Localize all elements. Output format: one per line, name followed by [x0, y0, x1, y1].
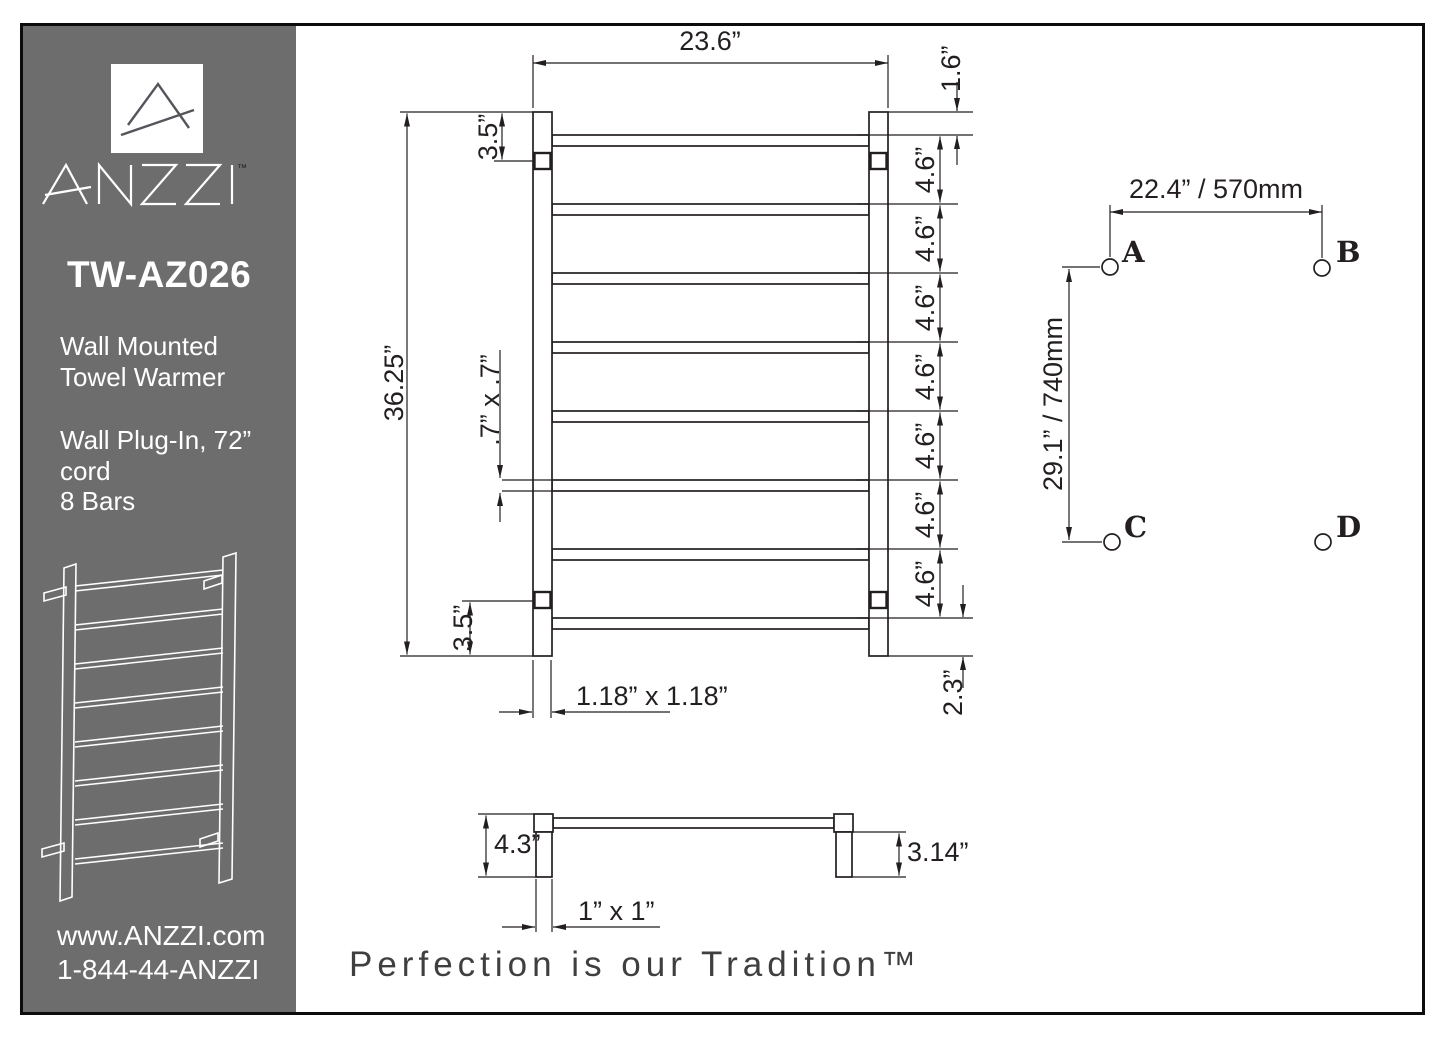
dim-width-label: 23.6” — [679, 26, 741, 56]
mounting-pattern — [1038, 174, 1361, 550]
dim-side-post-section-label: 1” x 1” — [578, 896, 655, 926]
dim-side-offset-label: 3.14” — [907, 837, 969, 867]
mount-label-b: B — [1336, 235, 1361, 269]
dim-mount-height — [1038, 267, 1102, 542]
bracket-top-left — [535, 153, 551, 169]
dim-spacing-label-5: 4.6” — [910, 422, 940, 470]
product-line-1: Wall Mounted — [60, 331, 218, 361]
front-view — [533, 112, 888, 656]
front-left-post — [533, 112, 552, 656]
dim-mount-height-label: 29.1” / 740mm — [1038, 316, 1068, 492]
dim-spacing-label-6: 4.6” — [910, 491, 940, 539]
dim-side-depth — [478, 814, 541, 877]
side-view — [478, 814, 969, 932]
side-post-right — [836, 832, 852, 877]
dim-bracket-top — [473, 114, 534, 162]
dim-frame-section — [499, 660, 728, 718]
dim-spacing-label-4: 4.6” — [910, 353, 940, 401]
phone-number: 1-844-44-ANZZI — [57, 954, 260, 985]
dim-bracket-top-label: 3.5” — [473, 113, 503, 161]
dim-bar-section-label: .7” x .7” — [475, 354, 505, 446]
dim-height-label: 36.25” — [379, 344, 409, 422]
bracket-bottom-right — [871, 592, 887, 608]
dim-spacing-label-1: 4.6” — [910, 146, 940, 194]
front-right-post — [869, 112, 888, 656]
front-view-bars — [552, 135, 869, 629]
mount-hole-c — [1104, 534, 1120, 550]
mount-label-d: D — [1336, 510, 1362, 544]
mount-hole-d — [1315, 534, 1331, 550]
dim-top-gap-label: 1.6” — [936, 45, 966, 92]
model-number: TW-AZ026 — [67, 254, 252, 295]
dim-spacing-label-2: 4.6” — [910, 215, 940, 263]
dim-side-post-section — [502, 879, 660, 932]
mount-hole-a — [1102, 259, 1118, 275]
dim-spacing-label-7: 4.6” — [910, 560, 940, 608]
bracket-top-right — [871, 153, 887, 169]
website-url: www.ANZZI.com — [57, 920, 266, 951]
power-spec: Wall Plug-In, 72” cord — [60, 425, 252, 486]
mount-hole-b — [1314, 260, 1330, 276]
dim-mount-width-label: 22.4” / 570mm — [1128, 174, 1304, 204]
product-line-2: Towel Warmer — [60, 362, 226, 392]
dim-overall-height — [379, 112, 533, 656]
dim-bottom-gap-label: 2.3” — [938, 669, 968, 716]
mount-label-c: C — [1124, 510, 1148, 544]
dim-spacing-label-3: 4.6” — [910, 284, 940, 332]
dim-overall-width — [533, 26, 888, 108]
side-rail — [553, 818, 834, 828]
bracket-bottom-left — [535, 592, 551, 608]
wordmark-trademark: ™ — [237, 163, 247, 174]
dim-bracket-bottom — [448, 601, 534, 655]
dim-side-offset — [852, 832, 969, 877]
dim-bar-spacing — [910, 137, 940, 617]
brand-slogan: Perfection is our Tradition™ — [349, 945, 921, 984]
dim-frame-section-label: 1.18” x 1.18” — [576, 681, 728, 711]
dim-side-depth-label: 4.3” — [494, 829, 541, 859]
mount-label-a: A — [1122, 235, 1145, 269]
dim-bracket-bottom-label: 3.5” — [448, 604, 478, 652]
bar-count: 8 Bars — [60, 486, 136, 516]
side-cap-right — [834, 814, 853, 832]
